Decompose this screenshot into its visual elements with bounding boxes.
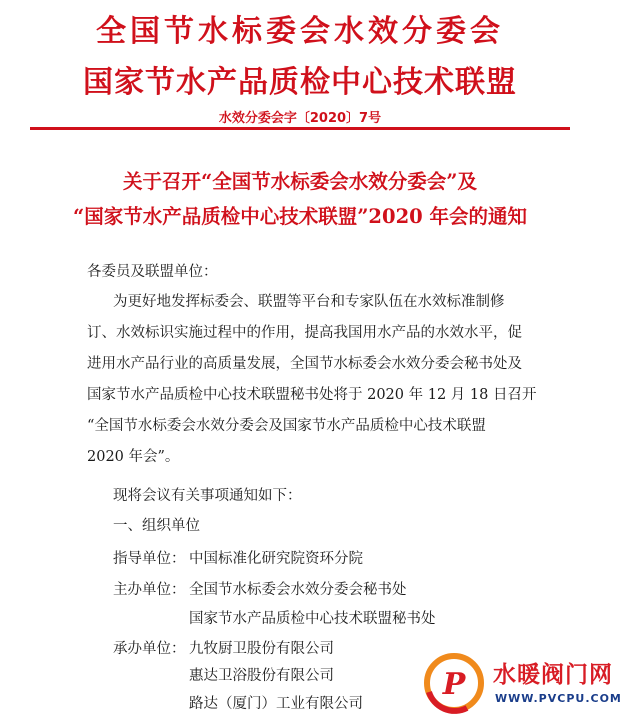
org-value-organizer: 路达（厦门）工业有限公司 (189, 696, 363, 712)
site-watermark (415, 650, 622, 719)
org-label-host: 主办单位： (113, 582, 186, 598)
org-value-host: 国家节水产品质检中心技术联盟秘书处 (189, 611, 436, 627)
salutation: 各委员及联盟单位： (87, 264, 218, 280)
intro-line: 现将会议有关事项通知如下： (113, 488, 302, 504)
header-org-line-1: 全国节水标委会水效分委会 (96, 14, 504, 49)
paragraph-line: “全国节水标委会水效分委会及国家节水产品质检中心技术联盟 (87, 418, 486, 434)
org-value-guiding: 中国标准化研究院资环分院 (189, 551, 363, 567)
logo-letter: P (442, 667, 466, 702)
paragraph-line: 国家节水产品质检中心技术联盟秘书处将于 2020 年 12 月 18 日召开 (87, 387, 537, 403)
watermark-site-url: WWW.PVCPU.COM (495, 692, 622, 705)
header-org-line-2: 国家节水产品质检中心技术联盟 (83, 65, 517, 100)
document-number: 水效分委会字〔2020〕7号 (218, 111, 382, 126)
notice-title-line-1: 关于召开“全国节水标委会水效分委会”及 (123, 170, 477, 193)
red-divider-line (30, 127, 570, 130)
notice-title-line-2: “国家节水产品质检中心技术联盟”2020 年会的通知 (73, 205, 527, 228)
paragraph-line: 2020 年会”。 (87, 449, 180, 465)
org-value-organizer: 惠达卫浴股份有限公司 (189, 668, 334, 684)
org-label-guiding: 指导单位： (113, 551, 186, 567)
watermark-site-name: 水暖阀门网 (493, 662, 613, 688)
org-value-organizer: 九牧厨卫股份有限公司 (189, 641, 334, 657)
org-label-organizer: 承办单位： (113, 641, 186, 657)
paragraph-line: 为更好地发挥标委会、联盟等平台和专家队伍在水效标准制修 (113, 294, 505, 310)
org-value-host: 全国节水标委会水效分委会秘书处 (189, 582, 407, 598)
paragraph-line: 进用水产品行业的高质量发展，全国节水标委会水效分委会秘书处及 (87, 356, 522, 372)
section-heading: 一、组织单位 (113, 518, 200, 534)
site-logo-icon (423, 652, 485, 714)
paragraph-line: 订、水效标识实施过程中的作用，提高我国用水产品的水效水平，促 (87, 325, 522, 341)
